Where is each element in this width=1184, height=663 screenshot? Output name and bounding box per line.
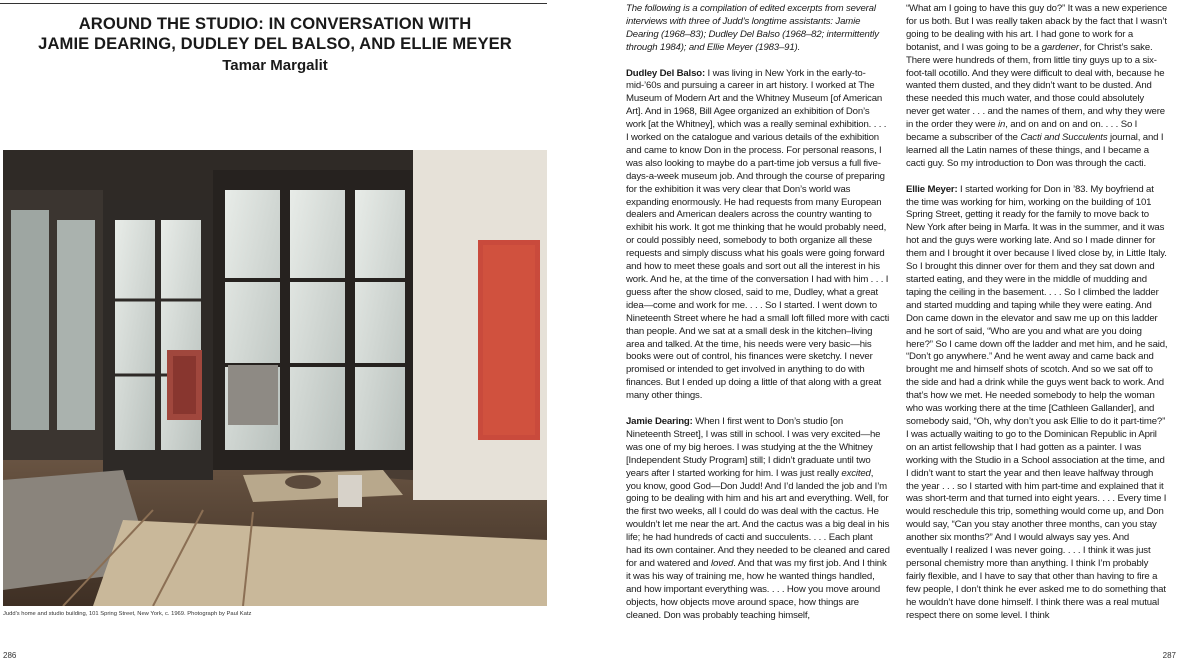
text-column-2 [906,3,1168,635]
right-wall [413,150,547,500]
title-block [3,14,547,76]
paragraph-text: journal, and I learned all the Latin names of these things, and I became a cacti guy. So my introduction to Don was through the cacti. [906,132,1164,169]
center-window-bank [213,170,413,470]
article-title-line-1: AROUND THE STUDIO: IN CONVERSATION WITH [78,14,472,33]
top-rule [0,3,547,4]
paragraph-dudley [626,68,890,404]
emphasis: loved [711,557,734,569]
article-title-line-2: JAMIE DEARING, DUDLEY DEL BALSO, AND ELLIE MEYER [38,34,512,53]
emphasis: gardener [1041,41,1079,53]
paragraph-text: , for Christ’s sake. There were hundreds of them, from little tiny guys up to a six-foot-tall ocotillo. And they were difficult to deal with, because he wanted them dusted, and they didn’t want to be dusted. And these needed this much water, and those could absolutely never get water . . . and the names of them, and why they were in the order they were [906,41,1165,131]
paragraph-text: I started working for Don in ’83. My boyfriend at the time was working for him, working on the building of 101 Spring Street, getting it ready for the family to move back to New York after being in Marfa. It was in the summer, and it was hot and the guys were working late. And so I made dinner for them and I brought it over because I lived close by, in Little Italy. So I brought this dinner over for them and they sat down and started eating, and they were in the middle of mudding and taping the ceiling in the basement. . . . So I climbed the ladder and started mudding and taping while they were eating. And Don came down in the elevator and saw me up on this ladder and he sort of said, “Who are you and what are you doing here?” So I came down off the ladder and met him, and he said, “Don’t go anywhere.” And he went away and came back and brought me and himself shots of scotch. And so we sat off to the side and had a drink while the guys went back to work. And that’s how we met. He needed somebody to help the woman who was working there at the time [Cathleen Gallander], and somebody said, “Oh, why don’t you ask Ellie to do it part-time?” I was actually waiting to go to the Dominican Republic in April on an artist fellowship that I had gotten as a painter. I was working with the Studio in a School association at the time, and I didn’t want to start the year and then leave halfway through the year . . . so I started with him part-time and explained that it was short-term and that turned into eight years. . . . Every time I would reschedule this trip, something would come up, and Don would say, “Can you stay another three months, can you stay another six months?” And I would always say yes. And eventually I realized I was never going. . . . I think it was just personal chemistry more than anything. I think I’m probably fairly flexible, and I have to say that other than having to fire a few people, I don’t think he ever asked me to do something that he wouldn’t have done himself. I think there was a real mutual respect there on some level. I think [906,183,1168,621]
speaker-label: Dudley Del Balso: [626,67,706,79]
paragraph-jamie [626,416,890,623]
page-number-right: 287 [1162,651,1176,660]
text-column-1 [626,3,890,635]
studio-photograph [3,150,547,606]
wall-prints [167,350,202,420]
paragraph-jamie-continued [906,3,1168,171]
paragraph-ellie [906,184,1168,623]
page-number-left: 286 [3,651,17,660]
emphasis: Cacti and Succulents [1020,132,1108,144]
left-window-bank [3,190,213,480]
paragraph-text: I was living in New York in the early-to-mid-’60s and pursuing a career in art history. I worked at The Museum of Modern Art and the Whitney Museum [of American Art]. And in 1968, Bill Agee organized an exhibition of Don’s work [at the Whitney], which was a really seminal exhibition. . . . I worked on the catalogue and various details of the exhibition and came to know Don in the process. For personal reasons, I was also looking to maybe do a part-time job versus a full five-days-a-week museum job. And through the course of preparing for the exhibition it was very clear that Don’s world was expanding enormously. He had requests from many European dealers and American dealers across the country wanting to exhibit his work. It got me thinking that he would probably need, or could possibly need, somebody to both organize all these requests and simply discuss what his goals were going forward and how to meet these goals and sort out all the interest in his work. And he, at the time of the conversation I had with him . . . I guess after the show closed, said to me, Dudley, what a great idea—come and work for me. . . . So I started. I went down to Nineteenth Street where he had a small loft filled more with cacti than people. And we sat at a small desk in the kitchen–living area and talked. At the time, his needs were very basic—his books were out of control, his finances were sketchy. I never promised or intended to get involved in anything to do with finances. But I ended up doing a little of that along with a great many other things. [626,67,890,402]
emphasis: in [998,119,1006,131]
photo-caption: Judd’s home and studio building, 101 Spring Street, New York, c. 1969. Photograph by Paul Katz [3,611,252,617]
speaker-label: Ellie Meyer: [906,183,958,195]
paragraph-text: , you know, good God—Don Judd! And I’d landed the job and I’m going to be dealing with him and his art and everything. Well, for the first two weeks, all I could do was deal with the cactus. He wouldn’t let me near the art. And the cactus was a big deal in his life; he had hundreds of cacti and succulents. . . . Each plant had its own container. And they needed to be cleaned and cared for and watered and [626,467,890,569]
paragraph-text: , and on and on and on. . . . So I became a subscriber of the [906,119,1138,144]
emphasis: excited [841,467,871,479]
paragraph-text: . And that was my first job. And I think it was his way of training me, how he wanted things handled, and how important everything was. . . . How you move around objects, how objects move around space, how things are cleaned. Don was probably teaching himself, [626,557,887,621]
speaker-label: Jamie Dearing: [626,415,693,427]
right-page [592,0,1184,663]
author-name: Tamar Margalit [222,57,328,74]
intro-paragraph: The following is a compilation of edited excerpts from several interviews with three of Judd’s longtime assistants: Jamie Dearing (1968–83); Dudley Del Balso (1968–82; intermittently through 1984); and Ellie Meyer (1983–91). [626,3,879,53]
paragraph-text: “What am I going to have this guy do?” It was a new experience for us both. But I was really taken aback by the fact that I wasn’t going to be dealing with his art. I had gone to work for a botanist, and I was going to be a [906,3,1168,53]
paragraph-text: When I first went to Don’s studio [on Nineteenth Street], I was still in school. I was very excited—he was one of my big heroes. I was studying at the the Whitney [Independent Study Program] still; I didn’t graduate until two years after I started working for him. I was just really [626,415,881,479]
